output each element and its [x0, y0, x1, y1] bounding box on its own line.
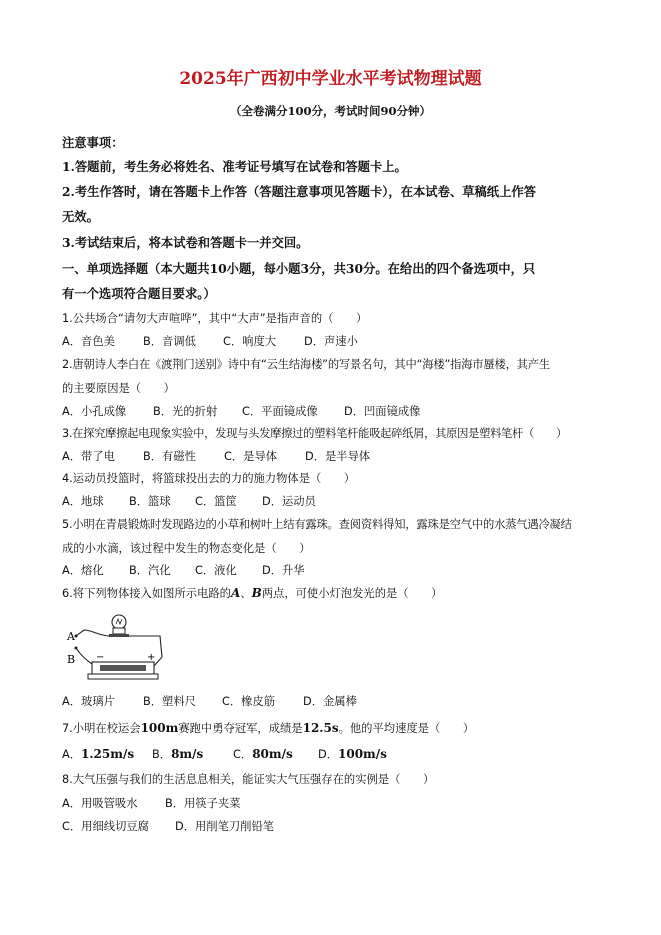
- notice-item: 3.考试结束后，将本试卷和答题卡一并交回。: [62, 235, 309, 250]
- question-1-stem: 1.公共场合“请勿大声喧哗”，其中“大声”是指声音的（ ）: [62, 312, 368, 325]
- positive-terminal: +: [147, 652, 156, 663]
- q6-option-c: C．橡皮筋: [222, 695, 276, 708]
- q4-option-b: B．篮球: [129, 495, 171, 508]
- question-5-stem-cont: 成的小水滴，该过程中发生的物态变化是（ ）: [62, 542, 311, 555]
- point-a-text: A: [67, 630, 75, 643]
- q6-option-a: A．玻璃片: [62, 695, 115, 708]
- page-title: 2025年广西初中学业水平考试物理试题: [179, 69, 482, 89]
- time-value: 12.5s: [302, 721, 339, 735]
- q8-option-a: A．用吸管吸水: [62, 797, 138, 810]
- question-2-stem: 2.唐朝诗人李白在《渡荆门送别》诗中有“云生结海楼”的写景名句，其中“海楼”指海市蜃楼，其产生: [62, 358, 550, 371]
- notice-item: 1.答题前，考生务必将姓名、准考证号填写在试卷和答题卡上。: [62, 159, 407, 174]
- q6-option-b: B．塑料尺: [143, 695, 196, 708]
- q8-option-b: B．用筷子夹菜: [165, 797, 241, 810]
- q5-option-a: A．熔化: [62, 564, 104, 577]
- q1-option-a: A．音色美: [62, 335, 115, 348]
- section-heading-cont: 有一个选项符合题目要求。）: [62, 286, 216, 301]
- q3-option-c: C．是导体: [224, 450, 278, 463]
- q5-option-c: C．液化: [195, 564, 237, 577]
- circuit-diagram: [62, 610, 172, 685]
- q7-option-a: A．1.25m/s: [62, 747, 135, 761]
- q8-option-d: D．用削笔刀削铅笔: [175, 820, 275, 833]
- distance-value: 100m: [140, 721, 179, 735]
- q3-option-a: A．带了电: [62, 450, 115, 463]
- question-6-stem: 6.将下列物体接入如图所示电路的A、B两点，可使小灯泡发光的是（ ）: [62, 586, 443, 600]
- bulb-icon: [109, 615, 129, 637]
- notice-heading: 注意事项：: [62, 135, 124, 150]
- question-8-stem: 8.大气压强与我们的生活息息相关，能证实大气压强存在的实例是（ ）: [62, 773, 435, 786]
- negative-terminal: −: [96, 652, 105, 663]
- notice-item: 2.考生作答时，请在答题卡上作答（答题注意事项见答题卡），在本试卷、草稿纸上作答: [62, 184, 536, 199]
- q1-option-b: B．音调低: [143, 335, 196, 348]
- point-a-label: A: [230, 586, 241, 600]
- q4-option-a: A．地球: [62, 495, 104, 508]
- q1-option-c: C．响度大: [223, 335, 277, 348]
- q2-option-d: D．凹面镜成像: [344, 405, 421, 418]
- q7-option-b: B．8m/s: [152, 747, 204, 761]
- question-5-stem: 5.小明在青晨锻炼时发现路边的小草和树叶上结有露珠。查阅资料得知，露珠是空气中的水蒸气遇冷凝结: [62, 518, 572, 531]
- battery-icon: [88, 662, 158, 679]
- question-2-stem-cont: 的主要原因是（ ）: [62, 382, 175, 395]
- notice-item: 无效。: [62, 209, 99, 224]
- point-b-text: B: [67, 653, 76, 666]
- q7-option-c: C．80m/s: [233, 747, 293, 761]
- exam-info: （全卷满分100分，考试时间90分钟）: [229, 104, 431, 118]
- q4-option-c: C．篮筐: [195, 495, 237, 508]
- q1-option-d: D．声速小: [304, 335, 358, 348]
- q6-option-d: D．金属棒: [303, 695, 357, 708]
- q3-option-d: D．是半导体: [305, 450, 371, 463]
- question-3-stem: 3.在探究摩擦起电现象实验中，发现与头发摩擦过的塑料笔杆能吸起碎纸屑，其原因是塑料笔杆（ ）: [62, 427, 568, 440]
- q5-option-b: B．汽化: [129, 564, 171, 577]
- section-heading: 一、单项选择题（本大题共10小题，每小题3分，共30分。在给出的四个备选项中，只: [62, 261, 536, 276]
- q2-option-b: B．光的折射: [153, 405, 218, 418]
- q2-option-a: A．小孔成像: [62, 405, 127, 418]
- q5-option-d: D．升华: [262, 564, 305, 577]
- question-4-stem: 4.运动员投篮时，将篮球投出去的力的施力物体是（ ）: [62, 472, 356, 485]
- q3-option-b: B．有磁性: [143, 450, 196, 463]
- q8-option-c: C．用细线切豆腐: [62, 820, 149, 833]
- question-7-stem: 7.小明在校运会100m赛跑中勇夺冠军，成绩是12.5s。他的平均速度是（ ）: [62, 721, 475, 735]
- q7-option-d: D．100m/s: [318, 747, 387, 761]
- q4-option-d: D．运动员: [262, 495, 316, 508]
- q2-option-c: C．平面镜成像: [242, 405, 318, 418]
- point-b-label: B: [251, 586, 262, 600]
